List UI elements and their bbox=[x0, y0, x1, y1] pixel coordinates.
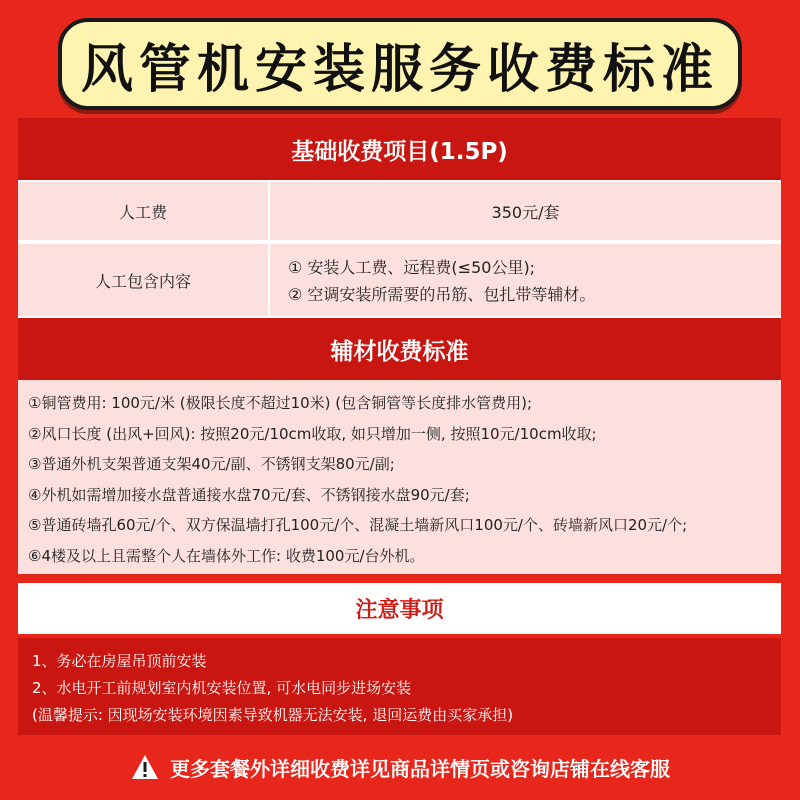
footer-note bbox=[0, 742, 800, 792]
notice-item: 1、务必在房屋吊顶前安装 bbox=[32, 652, 207, 670]
notice-item: (温馨提示: 因现场安装环境因素导致机器无法安装, 退回运费由买家承担) bbox=[32, 706, 514, 724]
auxiliary-item: ⑤普通砖墙孔60元/个、双方保温墙打孔100元/个、混凝土墙新风口100元/个、砖墙新风口20元/个; bbox=[28, 516, 688, 534]
auxiliary-section-heading: 辅材收费标准 bbox=[18, 318, 781, 380]
notice-heading: 注意事项 bbox=[18, 583, 781, 634]
includes-content bbox=[270, 244, 781, 316]
auxiliary-item: ②风口长度 (出风+回风): 按照20元/10cm收取, 如只增加一侧, 按照10元/10cm收取; bbox=[28, 424, 597, 443]
auxiliary-item: ④外机如需增加接水盘普通接水盘70元/套、不锈钢接水盘90元/套; bbox=[28, 485, 470, 504]
includes-label: 人工包含内容 bbox=[18, 244, 270, 316]
labor-row bbox=[18, 182, 781, 240]
pricing-panel bbox=[18, 118, 781, 574]
labor-label: 人工费 bbox=[18, 182, 270, 240]
auxiliary-item: ③普通外机支架普通支架40元/副、不锈钢支架80元/副; bbox=[28, 455, 395, 473]
auxiliary-item: ⑥4楼及以上且需整个人在墙体外工作: 收费100元/台外机。 bbox=[28, 546, 425, 565]
includes-item: ② 空调安装所需要的吊筋、包扎带等辅材。 bbox=[288, 285, 596, 304]
footer-text: 更多套餐外详细收费详见商品详情页或咨询店铺在线客服 bbox=[170, 756, 670, 781]
notice-item: 2、水电开工前规划室内机安装位置, 可水电同步进场安装 bbox=[32, 679, 412, 697]
includes-item: ① 安装人工费、远程费(≤50公里); bbox=[288, 258, 536, 277]
warning-icon bbox=[130, 753, 160, 781]
notice-list bbox=[18, 638, 781, 735]
auxiliary-list bbox=[18, 380, 781, 574]
title-banner bbox=[58, 18, 742, 110]
labor-value: 350元/套 bbox=[491, 202, 560, 222]
auxiliary-item: ①铜管费用: 100元/米 (极限长度不超过10米) (包含铜管等长度排水管费用); bbox=[28, 394, 533, 412]
includes-row bbox=[18, 244, 781, 316]
page-title: 风管机安装服务收费标准 bbox=[80, 39, 719, 100]
basic-section-heading: 基础收费项目(1.5P) bbox=[18, 118, 781, 180]
